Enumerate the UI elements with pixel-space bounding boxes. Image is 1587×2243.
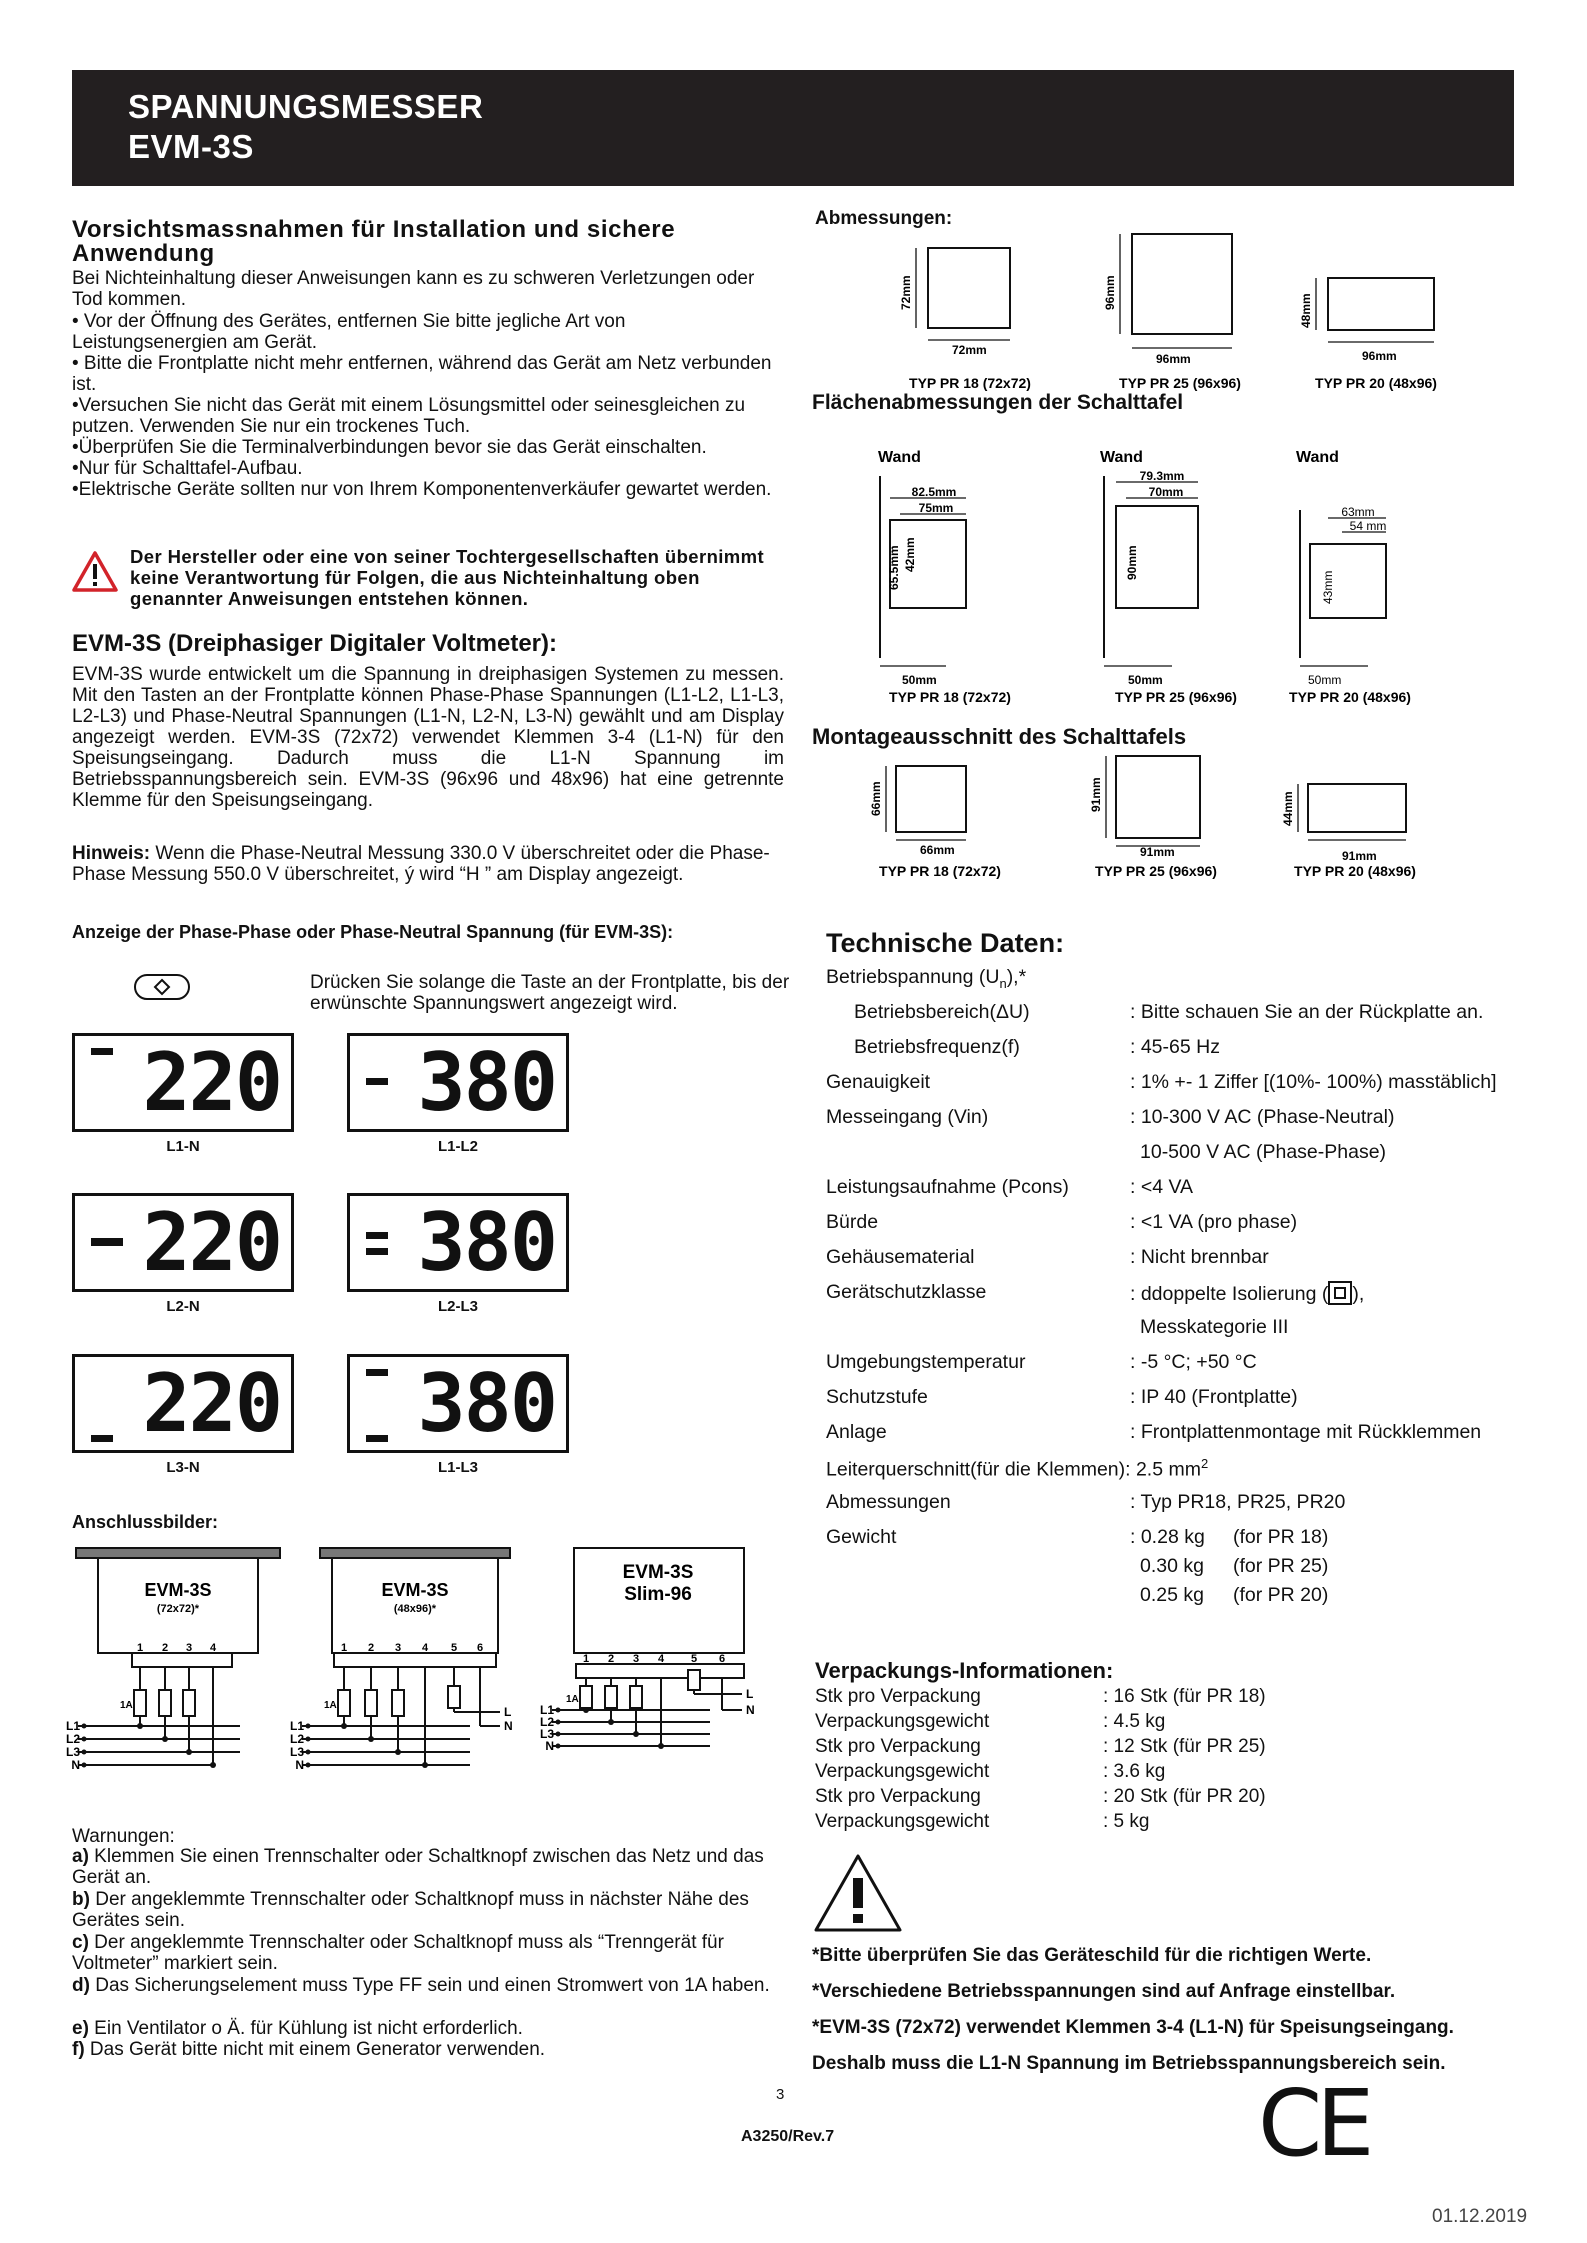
tech-label: Anlage	[826, 1421, 887, 1443]
svg-text:50mm: 50mm	[1128, 673, 1163, 687]
svg-text:82.5mm: 82.5mm	[911, 485, 957, 499]
svg-text:L2: L2	[539, 1715, 554, 1729]
revision: A3250/Rev.7	[741, 2128, 835, 2145]
svg-text:TYP PR 25 (96x96): TYP PR 25 (96x96)	[1119, 375, 1241, 391]
tech-value: : Typ PR18, PR25, PR20	[1130, 1491, 1346, 1513]
svg-text:72mm: 72mm	[899, 275, 913, 310]
svg-text:91mm: 91mm	[1140, 845, 1175, 859]
packaging-value: : 16 Stk (für PR 18)	[1103, 1686, 1266, 1707]
svg-text:L: L	[746, 1687, 754, 1701]
packaging-heading: Verpackungs-Informationen:	[815, 1658, 1114, 1683]
svg-text:75mm: 75mm	[918, 501, 954, 515]
svg-text:96mm: 96mm	[1362, 349, 1397, 363]
svg-text:N: N	[71, 1758, 80, 1772]
svg-text:TYP PR 20 (48x96): TYP PR 20 (48x96)	[1289, 689, 1411, 705]
footnote: *Bitte überprüfen Sie das Geräteschild für die richtigen Werte.	[812, 1945, 1372, 1966]
svg-text:3: 3	[185, 1642, 193, 1654]
lcd-caption: L1-L3	[437, 1459, 478, 1476]
cutout-heading: Montageausschnitt des Schalttafels	[812, 724, 1187, 749]
note-text: Wenn die Phase-Neutral Messung 330.0 V überschreitet oder die Phase-Phase Messung 550.0 V überschreitet, ý wird “H ” am Display angezeigt.	[72, 843, 770, 885]
tech-value: : Bitte schauen Sie an der Rückplatte an.	[1130, 1001, 1484, 1023]
svg-text:N: N	[545, 1739, 554, 1753]
tech-value: 10-500 V AC (Phase-Phase)	[1140, 1141, 1387, 1163]
safety-item: • Bitte die Frontplatte nicht mehr entfernen, während das Gerät am Netz verbunden ist.	[72, 353, 772, 395]
svg-text:N: N	[746, 1703, 755, 1717]
svg-text:72mm: 72mm	[952, 343, 987, 357]
warning-item: b) Der angeklemmte Trennschalter oder Schaltknopf muss in nächster Nähe des Gerätes sein.	[72, 1889, 749, 1931]
tech-label: Leistungsaufnahme (Pcons)	[826, 1176, 1069, 1198]
safety-list	[72, 268, 784, 500]
tech-label: Genauigkeit	[826, 1071, 931, 1093]
lcd-display	[72, 1193, 294, 1292]
weight-type: (for PR 25)	[1233, 1555, 1329, 1577]
svg-text:54 mm: 54 mm	[1349, 519, 1387, 533]
tech-label: Betriebsfrequenz(f)	[854, 1036, 1020, 1058]
svg-text:1: 1	[136, 1642, 144, 1654]
lcd-display	[72, 1354, 294, 1453]
evm-description: EVM-3S wurde entwickelt um die Spannung in dreiphasigen Systemen zu messen. Mit den Tasten an der Frontplatte können Phase-Phase Spannungen (L1-L2, L1-L3, L2-L3) und Phase-Neutral Spannungen (L1-N, L2-N, L3-N) gewählt und am Display angezeigt werden. EVM-3S (72x72) verwendet Klemmen 3-4 (L1-N) für den Speisungseingang. Dadurch muss die L1-N Spannung im Betriebsspannungsbereich sein. EVM-3S (96x96 und 48x96) hat eine getrennte Klemme für den Speisungseingang.	[72, 664, 784, 811]
lcd-display	[347, 1354, 569, 1453]
title-line-1: SPANNUNGSMESSER	[128, 88, 484, 125]
evm-note	[72, 843, 784, 885]
connection-heading: Anschlussbilder:	[72, 1512, 219, 1532]
tech-label: Gerätschutzklasse	[826, 1281, 987, 1303]
svg-text:90mm: 90mm	[1125, 545, 1139, 580]
svg-text:66mm: 66mm	[920, 843, 955, 857]
double-insulation-icon	[1328, 1281, 1352, 1305]
svg-text:1: 1	[340, 1642, 348, 1654]
safety-item: Bei Nichteinhaltung dieser Anweisungen kann es zu schweren Verletzungen oder Tod kommen.	[72, 268, 755, 310]
display-heading: Anzeige der Phase-Phase oder Phase-Neutral Spannung (für EVM-3S):	[72, 922, 674, 942]
svg-text:TYP PR 18 (72x72): TYP PR 18 (72x72)	[889, 689, 1011, 705]
lcd-caption: L1-L2	[437, 1138, 478, 1155]
svg-text:1: 1	[582, 1653, 590, 1665]
safety-heading: Vorsichtsmassnahmen für Installation und sichere Anwendung	[72, 216, 676, 267]
dimensions-drawing	[810, 228, 1510, 398]
warning-item: f) Das Gerät bitte nicht mit einem Generator verwenden.	[72, 2039, 546, 2060]
warning-triangle-icon	[72, 550, 118, 592]
supply-voltage-label: Betriebspannung $(U_n),*$	[826, 966, 1027, 991]
svg-text:Wand: Wand	[1100, 449, 1143, 466]
tech-value: : -5 °C; +50 °C	[1130, 1351, 1257, 1373]
svg-text:50mm: 50mm	[902, 673, 937, 687]
footnote: *Verschiedene Betriebsspannungen sind auf Anfrage einstellbar.	[812, 1981, 1396, 2002]
front-button-icon	[134, 974, 190, 1000]
title-banner	[72, 70, 1514, 186]
svg-text:5: 5	[450, 1642, 458, 1654]
technical-heading: Technische Daten:	[826, 928, 1065, 958]
svg-text:2: 2	[367, 1642, 375, 1654]
svg-text:6: 6	[718, 1653, 726, 1665]
warning-item: e) Ein Ventilator o Ä. für Kühlung ist nicht erforderlich.	[72, 2018, 523, 2039]
svg-text:1A: 1A	[566, 1694, 579, 1705]
svg-text:L2: L2	[289, 1732, 304, 1746]
warning-item: d) Das Sicherungselement muss Type FF sein und einen Stromwert von 1A haben.	[72, 1975, 770, 1996]
packaging-value: : 4.5 kg	[1103, 1711, 1166, 1732]
tech-label: Abmessungen	[826, 1491, 951, 1513]
svg-text:L: L	[504, 1705, 512, 1719]
svg-text:3: 3	[632, 1653, 640, 1665]
svg-text:L1: L1	[65, 1719, 80, 1733]
packaging-label: Verpackungsgewicht	[815, 1811, 990, 1832]
cutout-drawing	[810, 752, 1510, 882]
lcd-value: 380	[417, 1356, 556, 1450]
packaging-label: Stk pro Verpackung	[815, 1736, 981, 1757]
svg-text:63mm: 63mm	[1341, 505, 1375, 519]
packaging-value: : 5 kg	[1103, 1811, 1150, 1832]
lcd-display	[347, 1033, 569, 1132]
device-name: EVM-3S	[381, 1580, 449, 1600]
lcd-value: 220	[142, 1356, 281, 1450]
safety-item: •Versuchen Sie nicht das Gerät mit einem Lösungsmittel oder seinesgleichen zu putzen. Verwenden Sie nur ein trockenes Tuch.	[72, 395, 746, 437]
panel-heading: Flächenabmessungen der Schalttafel	[812, 391, 1184, 414]
lcd-caption: L1-N	[166, 1138, 200, 1155]
lcd-caption: L3-N	[166, 1459, 200, 1476]
packaging-value: : 12 Stk (für PR 25)	[1103, 1736, 1266, 1757]
liability-warning: Der Hersteller oder eine von seiner Tochtergesellschaften übernimmt keine Verantwortung für Folgen, die aus Nichteinhaltung oben genannter Anweisungen entstehen können.	[130, 546, 765, 609]
tech-value: : 1% +- 1 Ziffer [(10%- 100%) masstäblich]	[1130, 1071, 1497, 1093]
packaging-value: : 20 Stk (für PR 20)	[1103, 1786, 1266, 1807]
packaging-label: Verpackungsgewicht	[815, 1711, 990, 1732]
tech-value: : <4 VA	[1130, 1176, 1194, 1198]
svg-text:4: 4	[209, 1642, 217, 1654]
wiring-diagrams	[65, 1542, 790, 1792]
lcd-display	[72, 1033, 294, 1132]
svg-text:TYP PR 25 (96x96): TYP PR 25 (96x96)	[1115, 689, 1237, 705]
tech-label: Betriebsbereich(ΔU)	[854, 1001, 1030, 1023]
packaging-label: Stk pro Verpackung	[815, 1786, 981, 1807]
packaging-label: Stk pro Verpackung	[815, 1686, 981, 1707]
svg-text:N: N	[504, 1719, 513, 1733]
svg-text:L2: L2	[65, 1732, 80, 1746]
page-number: 3	[776, 2086, 785, 2103]
svg-text:6: 6	[476, 1642, 484, 1654]
svg-text:43mm: 43mm	[1321, 570, 1335, 604]
svg-text:48mm: 48mm	[1299, 293, 1313, 328]
dimensions-heading: Abmessungen:	[815, 208, 953, 229]
svg-text:Wand: Wand	[1296, 449, 1339, 466]
safety-item: •Nur für Schalttafel-Aufbau.	[72, 458, 303, 479]
tech-value: : <1 VA (pro phase)	[1130, 1211, 1298, 1233]
weight-type: (for PR 20)	[1233, 1584, 1329, 1606]
svg-text:L3: L3	[65, 1745, 80, 1759]
svg-text:1A: 1A	[120, 1700, 133, 1711]
svg-text:91mm: 91mm	[1089, 777, 1103, 812]
tech-value: : 45-65 Hz	[1130, 1036, 1220, 1058]
device-size: Slim-96	[624, 1584, 692, 1605]
note-label: Hinweis:	[72, 843, 151, 864]
svg-text:TYP PR 18 (72x72): TYP PR 18 (72x72)	[879, 863, 1001, 879]
svg-text:65.5mm: 65.5mm	[887, 545, 901, 590]
weight-value: 0.30 kg	[1140, 1555, 1204, 1577]
svg-text:2: 2	[607, 1653, 615, 1665]
svg-text:L1: L1	[539, 1703, 554, 1717]
svg-text:4: 4	[421, 1642, 429, 1654]
lcd-display	[347, 1193, 569, 1292]
svg-text:5: 5	[690, 1653, 698, 1665]
svg-text:L3: L3	[539, 1727, 554, 1741]
svg-text:96mm: 96mm	[1103, 275, 1117, 310]
tech-label: Messeingang (Vin)	[826, 1106, 989, 1128]
tech-label: Gewicht	[826, 1526, 897, 1548]
tech-value: Messkategorie III	[1140, 1316, 1289, 1338]
packaging-value: : 3.6 kg	[1103, 1761, 1166, 1782]
svg-text:42mm: 42mm	[903, 537, 917, 572]
device-name: EVM-3S	[144, 1580, 212, 1600]
lcd-caption: L2-L3	[437, 1298, 478, 1315]
tech-value: : Frontplattenmontage mit Rückklemmen	[1130, 1421, 1482, 1443]
panel-drawing	[810, 440, 1510, 715]
caution-triangle-icon	[812, 1852, 904, 1934]
lcd-value: 220	[142, 1195, 281, 1289]
safety-item: •Elektrische Geräte sollten nur von Ihrem Komponentenverkäufer gewartet werden.	[72, 479, 772, 500]
document-date: 01.12.2019	[1432, 2206, 1528, 2227]
weight-value: 0.25 kg	[1140, 1584, 1204, 1606]
tech-label: Schutzstufe	[826, 1386, 928, 1408]
device-size: (72x72)*	[156, 1603, 200, 1615]
tech-value: : ddoppelte Isolierung ( ),	[1130, 1283, 1365, 1305]
weight-value: : 0.28 kg	[1130, 1526, 1205, 1548]
tech-label: Bürde	[826, 1211, 879, 1233]
svg-text:L3: L3	[289, 1745, 304, 1759]
cable-label: Leiterquerschnitt(für die Klemmen): 2.5 $mm^2$	[826, 1456, 1209, 1481]
svg-text:4: 4	[657, 1653, 665, 1665]
svg-text:44mm: 44mm	[1281, 791, 1295, 826]
safety-item: • Vor der Öffnung des Gerätes, entfernen Sie bitte jegliche Art von Leistungsenergien am Gerät.	[72, 311, 626, 353]
safety-item: •Überprüfen Sie die Terminalverbindungen bevor sie das Gerät einschalten.	[72, 437, 707, 458]
svg-text:TYP PR 18 (72x72): TYP PR 18 (72x72)	[909, 375, 1031, 391]
svg-text:TYP PR 20 (48x96): TYP PR 20 (48x96)	[1294, 863, 1416, 879]
svg-text:TYP PR 20 (48x96): TYP PR 20 (48x96)	[1315, 375, 1437, 391]
lcd-caption: L2-N	[166, 1298, 200, 1315]
lcd-value: 380	[417, 1195, 556, 1289]
svg-text:Wand: Wand	[878, 449, 921, 466]
lcd-value: 380	[417, 1035, 556, 1129]
svg-text:66mm: 66mm	[869, 781, 883, 816]
svg-text:TYP PR 25 (96x96): TYP PR 25 (96x96)	[1095, 863, 1217, 879]
button-hint: Drücken Sie solange die Taste an der Frontplatte, bis der erwünschte Spannungswert angezeigt wird.	[310, 972, 790, 1014]
weight-type: (for PR 18)	[1233, 1526, 1329, 1548]
tech-value: : Nicht brennbar	[1130, 1246, 1269, 1268]
svg-text:79.3mm: 79.3mm	[1139, 469, 1185, 483]
tech-label: Gehäusematerial	[826, 1246, 975, 1268]
svg-text:1A: 1A	[324, 1700, 337, 1711]
svg-text:91mm: 91mm	[1342, 849, 1377, 863]
tech-value: : IP 40 (Frontplatte)	[1130, 1386, 1298, 1408]
warnings-heading: Warnungen:	[72, 1826, 175, 1847]
warning-item: a) Klemmen Sie einen Trennschalter oder Schaltknopf zwischen das Netz und das Gerät an.	[72, 1846, 764, 1888]
tech-value: : 10-300 V AC (Phase-Neutral)	[1130, 1106, 1395, 1128]
svg-text:50mm: 50mm	[1308, 673, 1342, 687]
svg-text:70mm: 70mm	[1148, 485, 1184, 499]
packaging-label: Verpackungsgewicht	[815, 1761, 990, 1782]
footnote: Deshalb muss die L1-N Spannung im Betriebsspannungsbereich sein.	[812, 2053, 1446, 2074]
footnote: *EVM-3S (72x72) verwendet Klemmen 3-4 (L1-N) für Speisungseingang.	[812, 2017, 1454, 2038]
warning-item: c) Der angeklemmte Trennschalter oder Schaltknopf muss als “Trenngerät für Voltmeter” markiert sein.	[72, 1932, 724, 1974]
device-name: EVM-3S	[622, 1562, 694, 1583]
title-line-2: EVM-3S	[128, 128, 254, 165]
tech-label: Umgebungstemperatur	[826, 1351, 1026, 1373]
svg-text:N: N	[295, 1758, 304, 1772]
svg-text:3: 3	[394, 1642, 402, 1654]
svg-text:2: 2	[161, 1642, 169, 1654]
ce-mark: CE	[1258, 2070, 1369, 2177]
evm-heading: EVM-3S (Dreiphasiger Digitaler Voltmeter):	[72, 630, 557, 657]
svg-text:L1: L1	[289, 1719, 304, 1733]
device-size: (48x96)*	[393, 1603, 437, 1615]
lcd-value: 220	[142, 1035, 281, 1129]
svg-text:96mm: 96mm	[1156, 352, 1191, 366]
